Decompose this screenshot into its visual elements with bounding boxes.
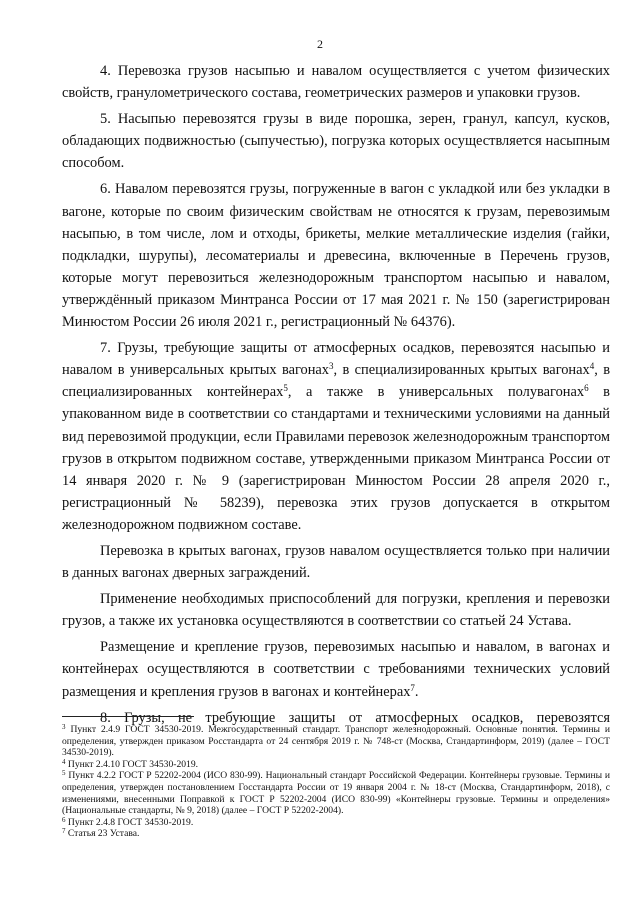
footnote-ref: 5 <box>283 383 288 394</box>
paragraph-text: Перевозка в крытых вагонах, грузов навалом осуществляется только при наличии в данных вагонах дверных заграждений. <box>62 542 610 582</box>
paragraph-text: Применение необходимых приспособлений для погрузки, крепления и перевозки грузов, а также их установка осуществляются в соответствии со статьей 24 Устава. <box>62 591 610 630</box>
paragraph-text: 5. Насыпью перевозятся грузы в виде порошка, зерен, гранул, капсул, кусков, обладающих подвижностью (сыпучестью), погрузка которых осуществляется насыпным способом. <box>62 111 610 172</box>
footnote-text: Пункт 2.4.10 ГОСТ 34530-2019. <box>67 758 199 770</box>
page-number: 2 <box>317 37 323 51</box>
footnote-4 <box>62 759 610 771</box>
footnote-number: 7 <box>62 827 66 836</box>
footnote-number: 6 <box>62 815 66 824</box>
paragraph-text: 6. Навалом перевозятся грузы, погруженные в вагон с укладкой или без укладки в вагоне, которые по своим физическим свойствам не относятся к грузам, перевозимым насыпью, в том числе, лом и отходы, брикеты, мелкие металлические изделия (гайки, подкладки, шурупы), лесоматериалы и древесина, включенные в Перечень грузов, которые могут перевозиться железнодорожным транспортом насыпью и навалом, утверждённый приказом Минтранса России от 17 мая 2021 г. № 150 (зарегистрирован Минюстом России 26 июля 2021 г., регистрационный № 64376). <box>62 181 610 331</box>
footnote-text: Пункт 4.2.2 ГОСТ Р 52202-2004 (ИСО 830-99). Национальный стандарт Российской Федерации. Контейнеры грузовые. Термины и определения, утвержден постановлением Госстандарта России от 19 января 2004 г. № 18-ст (Москва, Стандартинформ, 2018), с изменениями, внесенными Поправкой к ГОСТ Р 52202-2004 (ИСО 830-99) «Контейнеры грузовые. Термины и определения» (Национальные стандарты, № 9, 2018) (далее – ГОСТ Р 52202-2004). <box>62 770 611 817</box>
footnote-text: Пункт 2.4.9 ГОСТ 34530-2019. Межгосударственный стандарт. Транспорт железнодорожный. Основные понятия. Термины и определения, утвержден приказом Росстандарта от 24 сентября 2019 г. № 748-ст (Москва, Стандартинформ, 2019) (далее – ГОСТ 34530-2019). <box>62 724 610 759</box>
paragraph-text: , в специализированных крытых вагонах <box>333 362 590 379</box>
paragraph-p7d <box>62 636 610 702</box>
footnotes <box>62 724 610 840</box>
paragraph-text: 7. Грузы, требующие защиты от атмосферных осадков, перевозятся насыпью и навалом в универсальных крытых вагонах <box>62 340 610 379</box>
paragraph-text: Размещение и крепление грузов, перевозимых насыпью и навалом, в вагонах и контейнерах осуществляются в соответствии с требованиями технических условий размещения и крепления грузов в вагонах и контейнерах <box>62 639 610 700</box>
paragraph-p7c <box>62 588 610 632</box>
footnote-text: Пункт 2.4.8 ГОСТ 34530-2019. <box>67 816 194 828</box>
paragraph-text: . <box>414 683 419 700</box>
body-text <box>62 60 610 733</box>
paragraph-p6 <box>62 178 610 333</box>
footnote-number: 3 <box>62 723 66 731</box>
footnote-separator <box>62 716 194 717</box>
paragraph-p7 <box>62 337 610 536</box>
footnote-ref: 6 <box>584 383 589 394</box>
paragraph-p4 <box>62 60 610 104</box>
paragraph-p7b <box>62 540 610 584</box>
paragraph-text: 4. Перевозка грузов насыпью и навалом осуществляется с учетом физических свойств, гранулометрического состава, геометрических размеров и упаковки грузов. <box>62 63 610 102</box>
footnote-3 <box>62 724 610 759</box>
footnote-ref: 4 <box>589 361 595 372</box>
footnote-ref: 3 <box>329 361 334 372</box>
footnote-number: 5 <box>62 769 66 778</box>
footnote-7 <box>62 828 610 840</box>
paragraph-text: в упакованном виде в соответствии со стандартами и техническими условиями на данный вид перевозимой продукции, если Правилами перевозок железнодорожным транспортом грузов в открытом подвижном составе, утвержденными приказом Минтранса России от 14 января 2020 г. № 9 (зарегистрирован Минюстом России 28 апреля 2020 г., регистрационный № 58239), перевозка этих грузов допускается в открытом железнодорожном подвижном составе. <box>62 384 610 533</box>
footnote-text: Статья 23 Устава. <box>67 828 140 840</box>
paragraph-text: , а также в универсальных полувагонах <box>287 384 585 401</box>
paragraph-text: , в специализированных контейнерах <box>62 362 610 401</box>
paragraph-p5 <box>62 108 610 174</box>
footnote-6 <box>62 817 610 829</box>
footnote-ref: 7 <box>410 682 415 693</box>
footnote-5 <box>62 770 610 816</box>
paragraph-text: 8. Грузы, не требующие защиты от атмосферных осадков, перевозятся <box>100 709 610 726</box>
footnote-number: 4 <box>62 757 66 766</box>
